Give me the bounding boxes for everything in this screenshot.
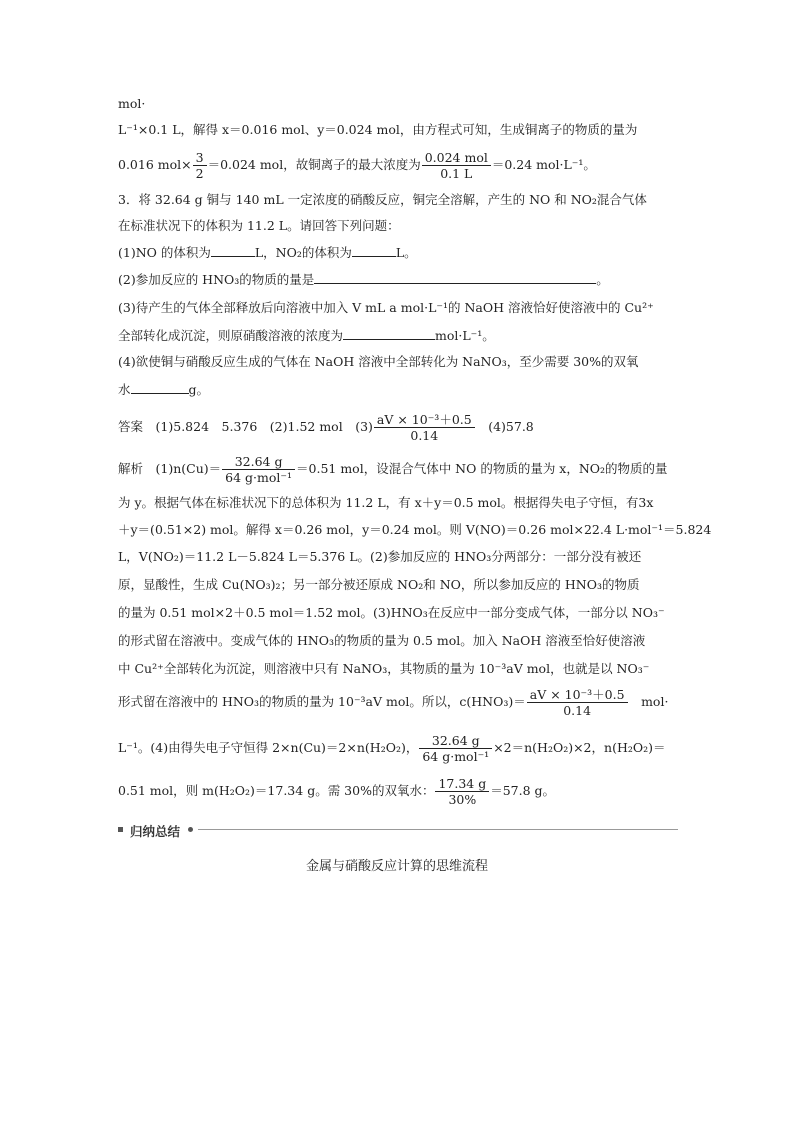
fraction-denominator: 0.1 L [422, 165, 491, 181]
analysis-line-1 [118, 452, 668, 486]
analysis-text: 形式留在溶液中的 HNO₃的物质的量为 10⁻³aV mol。所以，c(HNO₃)＝ [118, 694, 526, 709]
fraction-numerator: 32.64 g [234, 453, 283, 469]
analysis-line-5: 原，显酸性，生成 Cu(NO₃)₂；另一部分被还原成 NO₂和 NO，所以参加反应的 HNO₃的物质 [118, 577, 640, 592]
analysis-line-7: 的形式留在溶液中。变成气体的 HNO₃的物质的量为 0.5 mol。加入 NaOH 溶液至恰好使溶液 [118, 633, 646, 648]
analysis-line-2: 为 y。根据气体在标准状况下的总体积为 11.2 L，有 x＋y＝0.5 mol。根据得失电子守恒，有3x [118, 495, 654, 510]
fraction-numerator: 32.64 g [431, 732, 480, 748]
divider [198, 829, 678, 830]
part2-text-b: 。 [596, 272, 609, 287]
fraction-3-2 [193, 151, 207, 181]
question-part-4-line-1: (4)欲使铜与硝酸反应生成的气体在 NaOH 溶液中全部转化为 NaNO₃，至少需要 30%的双氧 [118, 354, 639, 369]
answer-fraction [374, 413, 475, 443]
cont-line-2: L⁻¹×0.1 L，解得 x＝0.016 mol、y＝0.024 mol，由方程式可知，生成铜离子的物质的量为 [118, 122, 638, 137]
cont-text-b: ＝0.024 mol，故铜离子的最大浓度为 [207, 157, 421, 172]
analysis-text: L⁻¹。(4)由得失电子守恒得 2×n(Cu)＝2×n(H₂O₂)， [118, 740, 419, 755]
question-part-3-line-1: (3)待产生的气体全部释放后向溶液中加入 V mL a mol·L⁻¹的 NaOH 溶液恰好使溶液中的 Cu²⁺ [118, 300, 654, 315]
cont-text-c: ＝0.24 mol·L⁻¹。 [491, 157, 596, 172]
analysis-label: 解析 [118, 461, 144, 476]
question-line-1: 3．将 32.64 g 铜与 140 mL 一定浓度的硝酸反应，铜完全溶解，产生的 NO 和 NO₂混合气体 [118, 192, 647, 207]
cont-line-1: mol· [118, 96, 146, 111]
analysis-text: (1)n(Cu)＝ [155, 461, 222, 476]
analysis-line-8: 中 Cu²⁺全部转化为沉淀，则溶液中只有 NaNO₃，其物质的量为 10⁻³aV mol，也就是以 NO₃⁻ [118, 661, 650, 676]
fraction-denominator: 2 [193, 165, 207, 181]
analysis-line-11 [118, 773, 555, 809]
analysis-fraction-2 [527, 688, 628, 718]
analysis-fraction-1 [222, 455, 295, 485]
analysis-line-3: ＋y＝(0.51×2) mol。解得 x＝0.26 mol，y＝0.24 mol。则 V(NO)＝0.26 mol×22.4 L·mol⁻¹＝5.824 [118, 522, 712, 537]
question-part-1 [118, 244, 417, 261]
question-part-2 [118, 271, 609, 288]
analysis-line-6: 的量为 0.51 mol×2＋0.5 mol＝1.52 mol。(3)HNO₃在反应中一部分变成气体，一部分以 NO₃⁻ [118, 605, 665, 620]
fraction-denominator: 0.14 [527, 702, 628, 718]
analysis-line-9 [118, 684, 668, 720]
analysis-fraction-3 [419, 734, 492, 764]
part2-text-a: (2)参加反应的 HNO₃的物质的量是 [118, 272, 315, 287]
part3-text-a: 全部转化成沉淀，则原硝酸溶液的浓度为 [118, 328, 344, 343]
square-bullet-icon [118, 827, 123, 832]
answer-text: (1)5.824 5.376 (2)1.52 mol (3) [155, 419, 373, 434]
fraction-denominator: 30% [435, 791, 489, 807]
analysis-fraction-4 [435, 777, 489, 807]
question-line-2: 在标准状况下的体积为 11.2 L。请回答下列问题： [118, 218, 400, 233]
part4-text-a: 水 [118, 382, 131, 397]
question-part-3-line-2 [118, 327, 495, 344]
cont-line-3 [118, 148, 596, 182]
summary-header [118, 822, 678, 838]
answer-blank-5 [131, 381, 189, 394]
answer-blank-2 [352, 244, 396, 257]
fraction-denominator: 64 g·mol⁻¹ [222, 469, 295, 485]
analysis-text: mol· [641, 694, 669, 709]
section-title: 金属与硝酸反应计算的思维流程 [305, 859, 488, 874]
fraction-numerator: 0.024 mol [424, 149, 488, 165]
analysis-text: 0.51 mol，则 m(H₂O₂)＝17.34 g。需 30%的双氧水： [118, 783, 435, 798]
part1-text-b: L，NO₂的体积为 [254, 245, 352, 260]
answer-blank-1 [211, 244, 255, 257]
fraction-numerator: 3 [195, 149, 204, 165]
part1-text-c: L。 [395, 245, 417, 260]
part4-text-b: g。 [188, 382, 210, 397]
analysis-text: ＝57.8 g。 [490, 783, 556, 798]
cont-text-a: 0.016 mol× [118, 157, 192, 172]
question-part-4-line-2 [118, 381, 209, 398]
answer-blank-3 [314, 271, 596, 284]
answer-label: 答案 [118, 419, 144, 434]
fraction-numerator: aV × 10⁻³＋0.5 [376, 411, 472, 427]
fraction-concentration [422, 151, 491, 181]
analysis-line-10 [118, 730, 666, 766]
fraction-denominator: 0.14 [374, 427, 475, 443]
summary-label: 归纳总结 [130, 824, 181, 839]
fraction-denominator: 64 g·mol⁻¹ [419, 748, 492, 764]
answer-part-4: (4)57.8 [488, 419, 534, 434]
fraction-numerator: 17.34 g [438, 775, 487, 791]
fraction-numerator: aV × 10⁻³＋0.5 [529, 686, 625, 702]
part1-text-a: (1)NO 的体积为 [118, 245, 211, 260]
answer-line [118, 410, 534, 444]
dot-icon [188, 827, 193, 832]
analysis-line-4: L，V(NO₂)＝11.2 L－5.824 L＝5.376 L。(2)参加反应的 HNO₃分两部分：一部分没有被还 [118, 549, 642, 564]
analysis-text: ＝0.51 mol，设混合气体中 NO 的物质的量为 x，NO₂的物质的量 [296, 461, 668, 476]
part3-text-b: mol·L⁻¹。 [435, 328, 495, 343]
analysis-text: ×2＝n(H₂O₂)×2，n(H₂O₂)＝ [493, 740, 666, 755]
answer-blank-4 [343, 327, 435, 340]
